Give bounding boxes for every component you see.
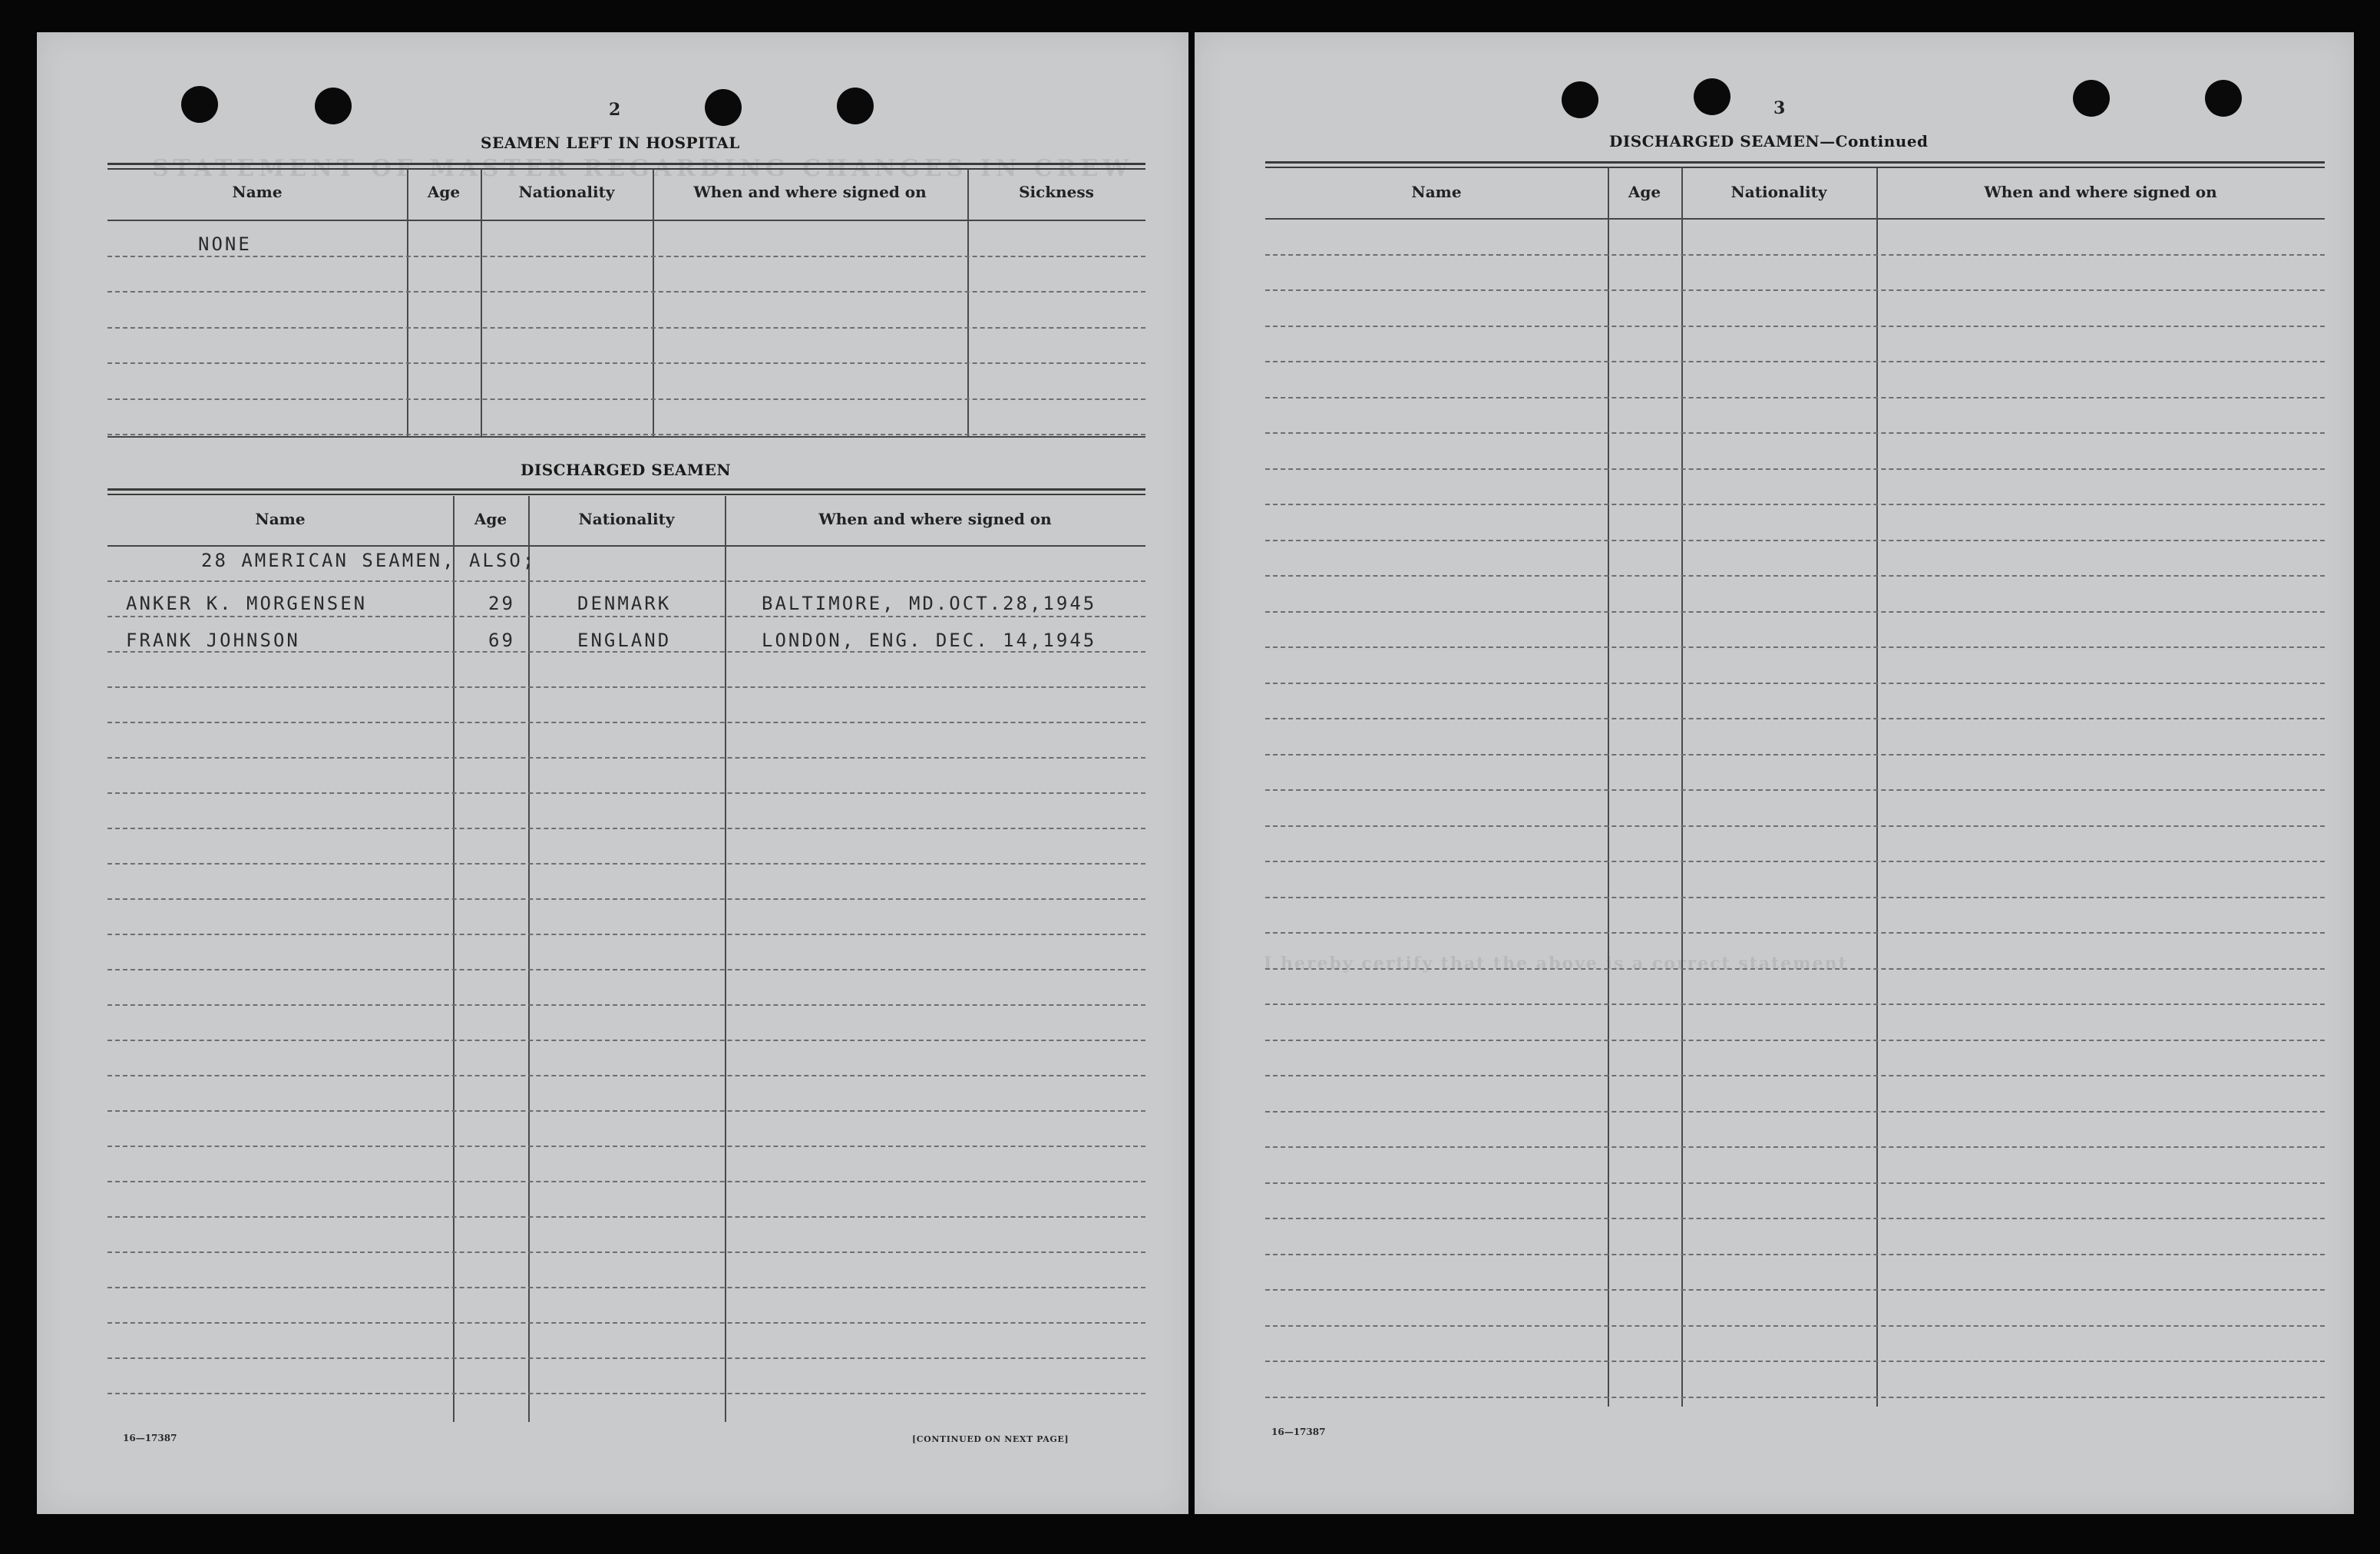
column-divider xyxy=(481,169,482,436)
punch-hole xyxy=(1562,81,1598,118)
seaman-signed-on: BALTIMORE, MD.OCT.28,1945 xyxy=(762,593,1097,614)
ruled-line xyxy=(107,898,1145,900)
header-rule xyxy=(107,545,1145,547)
punch-hole xyxy=(315,88,352,124)
punch-hole xyxy=(837,88,874,124)
discharged-continued-title xyxy=(1609,132,1929,150)
punch-hole xyxy=(705,89,742,126)
ruled-line xyxy=(107,580,1145,582)
hospital-section-title: SEAMEN LEFT IN HOSPITAL xyxy=(481,134,740,152)
header-rule xyxy=(1265,218,2325,220)
section-rule xyxy=(107,488,1145,495)
ruled-line xyxy=(1265,1289,2325,1291)
ruled-line xyxy=(1265,254,2325,256)
ruled-line xyxy=(1265,1254,2325,1255)
ruled-line xyxy=(1265,789,2325,791)
ruled-line xyxy=(107,1251,1145,1253)
column-divider xyxy=(407,169,408,436)
column-divider xyxy=(967,169,969,436)
ruled-line xyxy=(107,256,1145,257)
punch-hole xyxy=(2205,80,2242,117)
ruled-line xyxy=(1265,326,2325,327)
column-header: Name xyxy=(255,510,306,528)
column-divider xyxy=(528,496,530,1422)
ruled-line xyxy=(1265,1218,2325,1219)
form-number: 16—17387 xyxy=(1271,1427,1326,1437)
ruled-line xyxy=(1265,361,2325,362)
left-page xyxy=(37,32,1188,1514)
ruled-line xyxy=(107,722,1145,723)
ruled-line xyxy=(1265,754,2325,756)
right-page xyxy=(1195,32,2354,1514)
seaman-name: FRANK JOHNSON xyxy=(126,630,300,651)
hospital-entry-name: NONE xyxy=(198,233,252,255)
ruled-line xyxy=(1265,468,2325,470)
ruled-line xyxy=(107,327,1145,329)
ruled-line xyxy=(1265,897,2325,898)
ruled-line xyxy=(107,1357,1145,1359)
ruled-line xyxy=(1265,1146,2325,1148)
column-divider xyxy=(1608,167,1609,1407)
ruled-line xyxy=(1265,861,2325,862)
title-main: DISCHARGED SEAMEN xyxy=(1609,132,1820,150)
column-header: When and where signed on xyxy=(1984,183,2217,201)
column-header: Age xyxy=(474,510,507,528)
ruled-line xyxy=(107,1322,1145,1324)
ruled-line xyxy=(1265,1111,2325,1113)
ruled-line xyxy=(107,828,1145,829)
ruled-line xyxy=(107,934,1145,935)
ruled-line xyxy=(1265,1075,2325,1076)
continued-note: [CONTINUED ON NEXT PAGE] xyxy=(912,1434,1069,1444)
seaman-nationality: DENMARK xyxy=(577,593,672,614)
ruled-line xyxy=(1265,1003,2325,1005)
ruled-line xyxy=(1265,1182,2325,1184)
punch-hole xyxy=(2073,80,2110,117)
discharged-section-title: DISCHARGED SEAMEN xyxy=(521,461,732,479)
ruled-line xyxy=(1265,1361,2325,1362)
seaman-age: 69 xyxy=(488,630,515,651)
ruled-line xyxy=(1265,1397,2325,1398)
ruled-line xyxy=(107,651,1145,653)
ruled-line xyxy=(1265,968,2325,970)
ruled-line xyxy=(1265,575,2325,577)
ruled-line xyxy=(107,792,1145,794)
ruled-line xyxy=(107,1040,1145,1041)
ruled-line xyxy=(107,969,1145,970)
column-header: When and where signed on xyxy=(818,510,1052,528)
column-header: Nationality xyxy=(1730,183,1827,201)
ruled-line xyxy=(1265,1325,2325,1327)
column-header: When and where signed on xyxy=(693,183,927,201)
column-divider xyxy=(453,496,455,1422)
ruled-line xyxy=(1265,1040,2325,1041)
ruled-line xyxy=(107,1181,1145,1182)
ruled-line xyxy=(107,1075,1145,1076)
ruled-line xyxy=(107,1110,1145,1112)
column-header: Name xyxy=(1411,183,1462,201)
ruled-line xyxy=(107,616,1145,617)
punch-hole xyxy=(1694,78,1730,115)
column-divider xyxy=(725,496,726,1422)
seaman-name: ANKER K. MORGENSEN xyxy=(126,593,368,614)
table-bottom-rule xyxy=(107,436,1145,438)
ruled-line xyxy=(107,1146,1145,1147)
header-rule xyxy=(107,220,1145,221)
column-divider xyxy=(1876,167,1878,1407)
ruled-line xyxy=(1265,432,2325,434)
ruled-line xyxy=(107,1004,1145,1006)
ruled-line xyxy=(1265,718,2325,719)
ruled-line xyxy=(107,1393,1145,1394)
ruled-line xyxy=(107,1287,1145,1288)
column-divider xyxy=(653,169,654,436)
ruled-line xyxy=(1265,646,2325,648)
column-header: Nationality xyxy=(518,183,615,201)
ruled-line xyxy=(107,757,1145,759)
section-rule xyxy=(107,163,1145,170)
column-header: Age xyxy=(427,183,461,201)
ruled-line xyxy=(1265,611,2325,613)
ruled-line xyxy=(1265,504,2325,505)
column-divider xyxy=(1681,167,1683,1407)
punch-hole xyxy=(181,86,218,123)
ruled-line xyxy=(107,1216,1145,1218)
column-header: Sickness xyxy=(1019,183,1094,201)
title-suffix: —Continued xyxy=(1820,132,1929,150)
seaman-nationality: ENGLAND xyxy=(577,630,672,651)
bleed-through-text: I hereby certify that the above is a correct statement xyxy=(1264,954,1848,974)
ruled-line xyxy=(1265,825,2325,827)
column-header: Age xyxy=(1628,183,1661,201)
ruled-line xyxy=(107,434,1145,435)
discharged-note-row: 28 AMERICAN SEAMEN, ALSO; xyxy=(201,550,537,571)
seaman-signed-on: LONDON, ENG. DEC. 14,1945 xyxy=(762,630,1097,651)
ruled-line xyxy=(107,863,1145,865)
ruled-line xyxy=(107,686,1145,688)
column-header: Name xyxy=(232,183,283,201)
bleed-through-text: STATEMENT OF MASTER REGARDING CHANGES IN CREW xyxy=(152,155,1133,182)
page-number: 2 xyxy=(609,100,621,120)
ruled-line xyxy=(1265,397,2325,398)
seaman-age: 29 xyxy=(488,593,515,614)
section-rule xyxy=(1265,161,2325,168)
ruled-line xyxy=(1265,932,2325,934)
page-number: 3 xyxy=(1773,98,1786,118)
ruled-line xyxy=(1265,683,2325,684)
ruled-line xyxy=(1265,540,2325,541)
ruled-line xyxy=(107,291,1145,293)
ruled-line xyxy=(107,398,1145,400)
ruled-line xyxy=(107,362,1145,364)
column-header: Nationality xyxy=(578,510,675,528)
ruled-line xyxy=(1265,289,2325,291)
form-number: 16—17387 xyxy=(123,1433,177,1443)
